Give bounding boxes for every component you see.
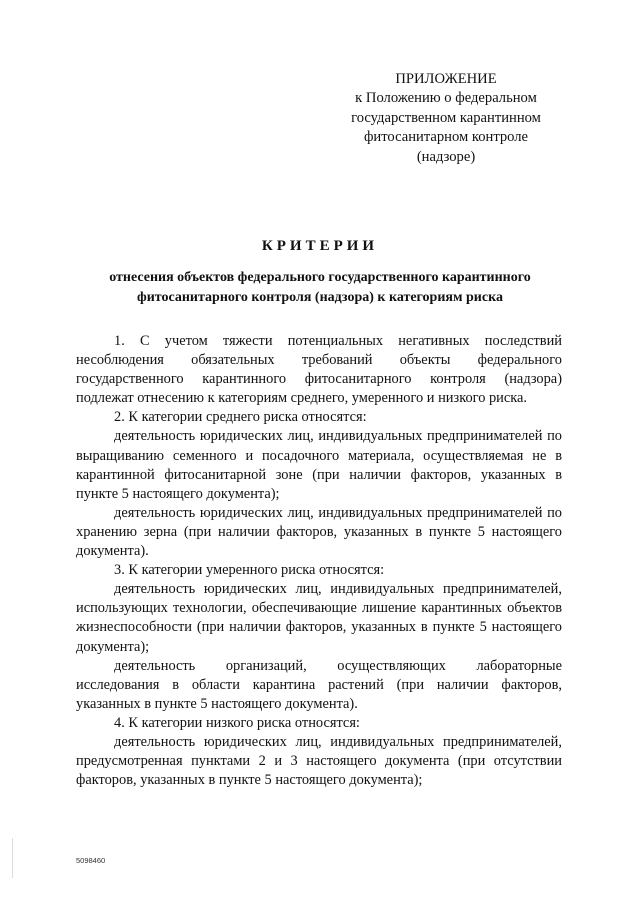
- paragraph-item-2-heading: 2. К категории среднего риска относятся:: [114, 409, 367, 426]
- appendix-line: (надзоре): [416, 148, 476, 165]
- appendix-line: к Положению о федеральном: [355, 90, 537, 107]
- paragraph-technology-activity: деятельность юридических лиц, индивидуальных предпринимателей, использующих технологии, обеспечивающие лишение карантинных объектов жизнеспособности (при наличии факторов, указанных в пункте 5 настоящего документа);: [76, 581, 562, 655]
- document-body: [76, 332, 562, 790]
- document-title: КРИТЕРИИ: [261, 238, 379, 254]
- subtitle-line: отнесения объектов федерального государственного карантинного: [109, 270, 531, 285]
- appendix-line: государственном карантинном: [351, 109, 541, 126]
- subtitle-line: фитосанитарного контроля (надзора) к категориям риска: [137, 289, 503, 305]
- paragraph-seedling-activity: деятельность юридических лиц, индивидуальных предпринимателей по выращиванию семенного и посадочного материала, осуществляемая не в карантинной фитосанитарной зоне (при наличии факторов, указанных в пункте 5 настоящего документа);: [76, 428, 562, 502]
- document-code: 5098460: [76, 856, 106, 865]
- paragraph-item-4-heading: 4. К категории низкого риска относятся:: [114, 714, 360, 731]
- paragraph-item-1: 1. С учетом тяжести потенциальных негативных последствий несоблюдения обязательных требований объекты федерального государственного карантинного фитосанитарного контроля (надзора) подлежат отнесению к категориям среднего, умеренного и низкого риска.: [76, 333, 562, 407]
- paragraph-low-risk-activity: деятельность юридических лиц, индивидуальных предпринимателей, предусмотренная пунктами 2 и 3 настоящего документа (при отсутствии факторов, указанных в пункте 5 настоящего документа);: [76, 733, 562, 789]
- scan-edge-mark: [12, 838, 13, 878]
- paragraph-grain-storage: деятельность юридических лиц, индивидуальных предпринимателей по хранению зерна (при наличии факторов, указанных в пункте 5 настоящего документа).: [76, 504, 562, 560]
- appendix-header: [330, 70, 562, 167]
- paragraph-item-3-heading: 3. К категории умеренного риска относятся:: [114, 562, 385, 579]
- paragraph-laboratory-activity: деятельность организаций, осуществляющих лабораторные исследования в области карантина растений (при наличии факторов, указанных в пункте 5 настоящего документа).: [76, 657, 562, 712]
- document-subtitle: [40, 268, 600, 307]
- appendix-line: фитосанитарном контроле: [363, 129, 529, 146]
- appendix-label: ПРИЛОЖЕНИЕ: [395, 71, 497, 87]
- document-title-block: [40, 236, 600, 307]
